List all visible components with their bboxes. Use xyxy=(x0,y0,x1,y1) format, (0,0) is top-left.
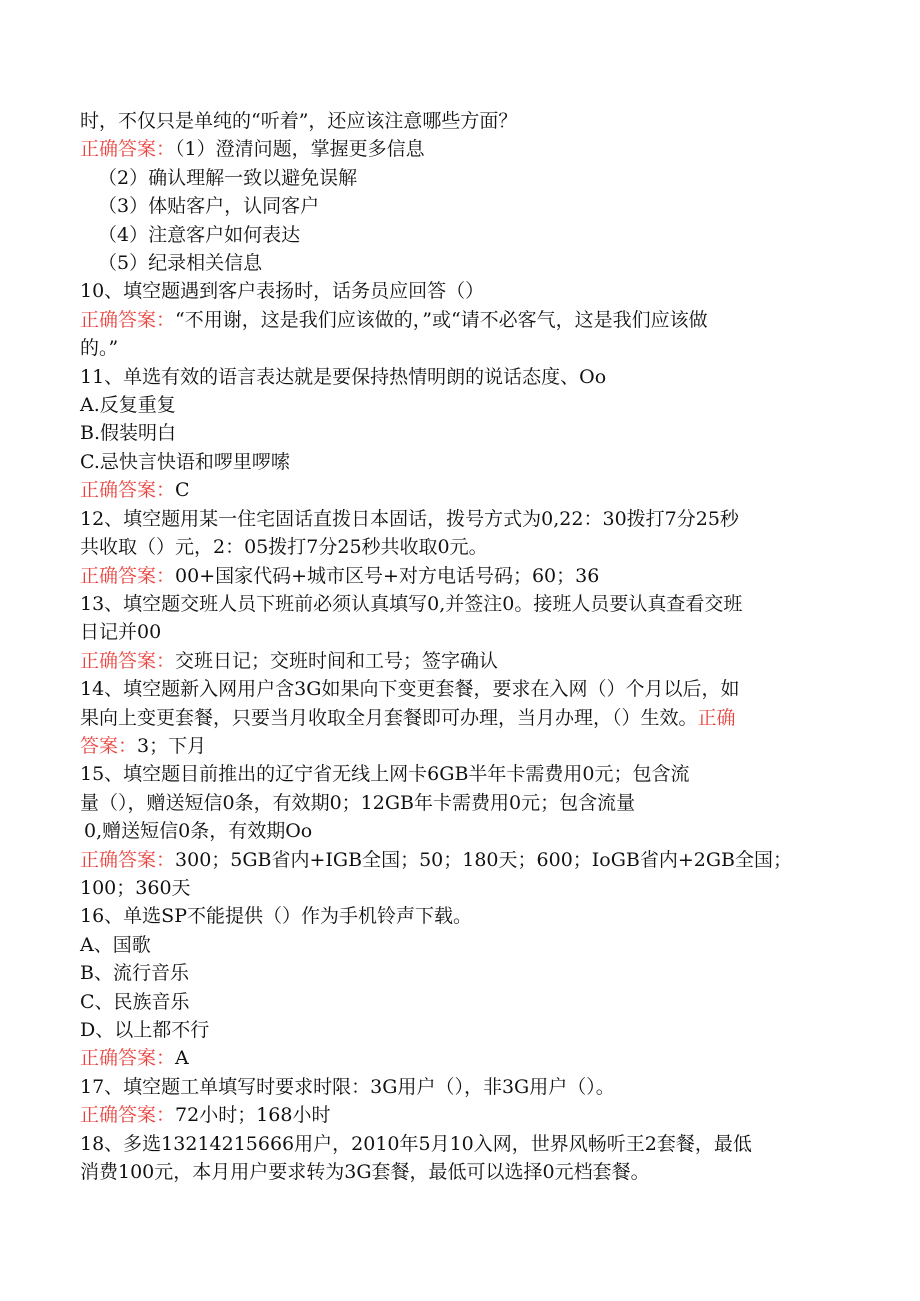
text-line: 量（），赠送短信0条，有效期0；12GB年卡需费用0元；包含流量 xyxy=(80,791,636,814)
question-11 xyxy=(80,363,845,391)
answer-line xyxy=(80,647,845,675)
text-line: 13、填空题交班人员下班前必须认真填写0,并签注0。接班人员要认真查看交班 xyxy=(80,592,743,615)
answer-text: 3；下月 xyxy=(137,734,207,757)
question-12 xyxy=(80,505,845,533)
option-item xyxy=(80,1016,845,1044)
text-line: 共收取（）元，2：05拨打7分25秒共收取0元。 xyxy=(80,536,488,559)
answer-label: 正确答案： xyxy=(80,138,176,161)
question-17 xyxy=(80,1073,845,1101)
answer-text: 300；5GB省内+IGB全国；50；180天；600；IoGB省内+2GB全国； xyxy=(175,848,793,871)
text-line: C、民族音乐 xyxy=(80,990,190,1013)
text-line: （4）注意客户如何表达 xyxy=(98,223,301,246)
answer-line xyxy=(80,732,845,760)
answer-list-item xyxy=(80,221,845,249)
answer-list-item xyxy=(80,249,845,277)
question-16 xyxy=(80,902,845,930)
answer-label-part: 正确 xyxy=(697,706,736,729)
answer-line xyxy=(80,135,845,163)
answer-continuation xyxy=(80,874,845,902)
answer-continuation xyxy=(80,334,845,362)
answer-label: 正确答案： xyxy=(80,564,176,587)
answer-label-part: 答案： xyxy=(80,734,138,757)
text-line: 10、填空题遇到客户表扬时，话务员应回答（） xyxy=(80,280,485,303)
text-line: 15、填空题目前推出的辽宁省无线上网卡6GB半年卡需费用0元；包含流 xyxy=(80,763,690,786)
question-continuation xyxy=(80,1158,845,1186)
text-line: 时，不仅只是单纯的“听着”，还应该注意哪些方面？ xyxy=(80,110,518,132)
text-line: C.忌快言快语和啰里啰嗦 xyxy=(80,450,290,473)
answer-text: C xyxy=(175,479,190,502)
question-continuation xyxy=(80,789,845,817)
text-line: 100；360天 xyxy=(80,876,191,899)
text-line: B.假装明白 xyxy=(80,422,177,445)
option-item xyxy=(80,931,845,959)
answer-text: “不用谢，这是我们应该做的，”或“请不必客气，这是我们应该做 xyxy=(175,308,708,331)
text-line: 17、填空题工单填写时要求时限：3G用户（），非3G用户（）。 xyxy=(80,1075,615,1098)
text-line: 18、多选13214215666用户，2010年5月10入网，世界风畅听王2套餐，最低 xyxy=(80,1132,752,1155)
answer-list-item xyxy=(80,164,845,192)
document-body xyxy=(80,107,845,1186)
option-item xyxy=(80,988,845,1016)
answer-label: 正确答案： xyxy=(80,1047,176,1070)
text-line: 11、单选有效的语言表达就是要保持热情明朗的说话态度、Oo xyxy=(80,365,607,388)
answer-line xyxy=(80,1101,845,1129)
answer-text: 72小时；168小时 xyxy=(175,1104,331,1127)
option-item xyxy=(80,448,845,476)
text-line: A.反复重复 xyxy=(80,394,176,417)
question-continuation xyxy=(80,704,845,732)
question-continuation xyxy=(80,817,845,845)
text-line: 日记并00 xyxy=(80,621,162,644)
question-18 xyxy=(80,1130,845,1158)
text-line: D、以上都不行 xyxy=(80,1019,210,1041)
question-10 xyxy=(80,277,845,305)
option-item xyxy=(80,391,845,419)
question-13 xyxy=(80,590,845,618)
answer-line xyxy=(80,306,845,334)
text-line: A、国歌 xyxy=(80,933,151,956)
question-continuation xyxy=(80,533,845,561)
answer-line xyxy=(80,562,845,590)
text-line: 0,赠送短信0条，有效期Oo xyxy=(84,820,313,843)
answer-line xyxy=(80,846,845,874)
text-line: B、流行音乐 xyxy=(80,962,189,985)
text-line: 16、单选SP不能提供（）作为手机铃声下载。 xyxy=(80,905,472,928)
answer-line xyxy=(80,1044,845,1072)
answer-text: 交班日记；交班时间和工号；签字确认 xyxy=(175,649,499,672)
text-line: （5）纪录相关信息 xyxy=(98,252,263,275)
answer-text: 00+国家代码+城市区号+对方电话号码；60；36 xyxy=(175,564,600,587)
question-continuation xyxy=(80,618,845,646)
text-line: 消费100元，本月用户要求转为3G套餐，最低可以选择0元档套餐。 xyxy=(80,1161,650,1184)
question-continuation xyxy=(80,107,845,135)
answer-label: 正确答案： xyxy=(80,308,176,331)
text-line: （3）体贴客户，认同客户 xyxy=(98,195,320,218)
text-line: 的。” xyxy=(80,337,119,360)
answer-text: A xyxy=(175,1047,189,1070)
answer-list-item xyxy=(80,192,845,220)
answer-line xyxy=(80,476,845,504)
answer-label: 正确答案： xyxy=(80,479,176,502)
answer-label: 正确答案： xyxy=(80,649,176,672)
text-line: 果向上变更套餐，只要当月收取全月套餐即可办理，当月办理，（）生效。 xyxy=(80,706,698,729)
text-line: 14、填空题新入网用户含3G如果向下变更套餐，要求在入网（）个月以后，如 xyxy=(80,678,740,701)
answer-label: 正确答案： xyxy=(80,1104,176,1127)
answer-label: 正确答案： xyxy=(80,848,176,871)
answer-text: （1）澄清问题，掌握更多信息 xyxy=(175,138,425,161)
option-item xyxy=(80,959,845,987)
question-15 xyxy=(80,760,845,788)
question-14 xyxy=(80,675,845,703)
text-line: （2）确认理解一致以避免误解 xyxy=(98,166,358,189)
text-line: 12、填空题用某一住宅固话直拨日本固话，拨号方式为0,22：30拨打7分25秒 xyxy=(80,507,739,530)
option-item xyxy=(80,419,845,447)
